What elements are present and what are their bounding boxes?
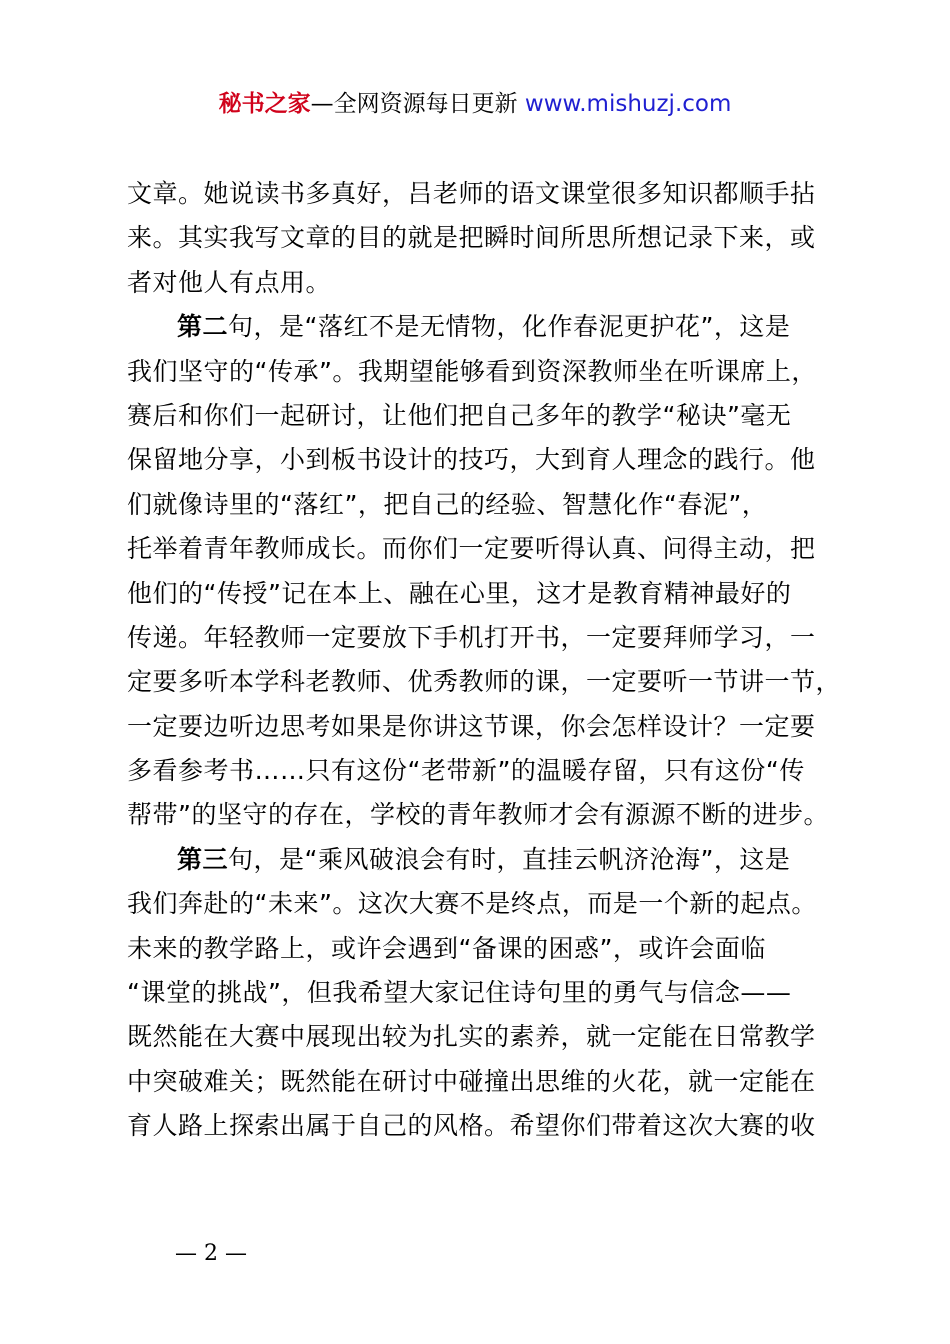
text-line: 文章。她说读书多真好，吕老师的语文课堂很多知识都顺手拈 [127,179,816,208]
text-line: 传递。年轻教师一定要放下手机打开书，一定要拜师学习，一 [127,622,816,652]
site-url-link[interactable]: www.mishuzj.com [524,91,732,117]
text-line: “课堂的挑战”，但我希望大家记住诗句里的勇气与信念—— [127,978,792,1008]
document-body [127,172,843,1149]
text-line: 帮带”的坚守的存在，学校的青年教师才会有源源不断的进步。 [127,800,829,830]
text-line: 中突破难关；既然能在研讨中碰撞出思维的火花，就一定能在 [127,1066,816,1096]
text-line: 赛后和你们一起研讨，让他们把自己多年的教学“秘诀”毫无 [127,400,792,430]
text-line: 多看参考书……只有这份“老带新”的温暖存留，只有这份“传 [127,756,805,786]
paragraph-lead: 第二 [177,312,229,342]
text-line: 育人路上探索出属于自己的风格。希望你们带着这次大赛的收 [127,1111,816,1141]
site-tagline: —全网资源每日更新 [310,91,518,117]
text-line: 定要多听本学科老教师、优秀教师的课，一定要听一节讲一节， [127,667,842,697]
site-header [0,86,950,122]
text-line: 保留地分享，小到板书设计的技巧，大到育人理念的践行。他 [127,445,816,475]
paragraph-first-line-text: 句，是“落红不是无情物，化作春泥更护花”，这是 [228,312,791,342]
text-line: 他们的“传授”记在本上、融在心里，这才是教育精神最好的 [127,578,792,608]
text-line: 者对他人有点用。 [127,267,332,297]
text-line: 既然能在大赛中展现出较为扎实的素养，就一定能在日常教学 [127,1022,816,1052]
paragraph-first-line [127,305,843,349]
paragraph-first-line [127,838,843,882]
text-line: 托举着青年教师成长。而你们一定要听得认真、问得主动，把 [127,534,816,564]
text-line: 我们坚守的“传承”。我期望能够看到资深教师坐在听课席上， [127,356,817,386]
site-brand: 秘书之家 [218,91,311,117]
text-line: 们就像诗里的“落红”，把自己的经验、智慧化作“春泥”， [127,489,768,519]
text-line: 一定要边听边思考如果是你讲这节课，你会怎样设计？一定要 [127,711,816,741]
text-line: 未来的教学路上，或许会遇到“备课的困惑”，或许会面临 [127,933,766,963]
page-number: — 2 — [175,1241,247,1266]
text-line: 我们奔赴的“未来”。这次大赛不是终点，而是一个新的起点。 [127,889,817,919]
paragraph-lead: 第三 [177,844,229,874]
text-line: 来。其实我写文章的目的就是把瞬时间所思所想记录下来，或 [127,223,816,253]
paragraph-first-line-text: 句，是“乘风破浪会有时，直挂云帆济沧海”，这是 [228,844,791,874]
